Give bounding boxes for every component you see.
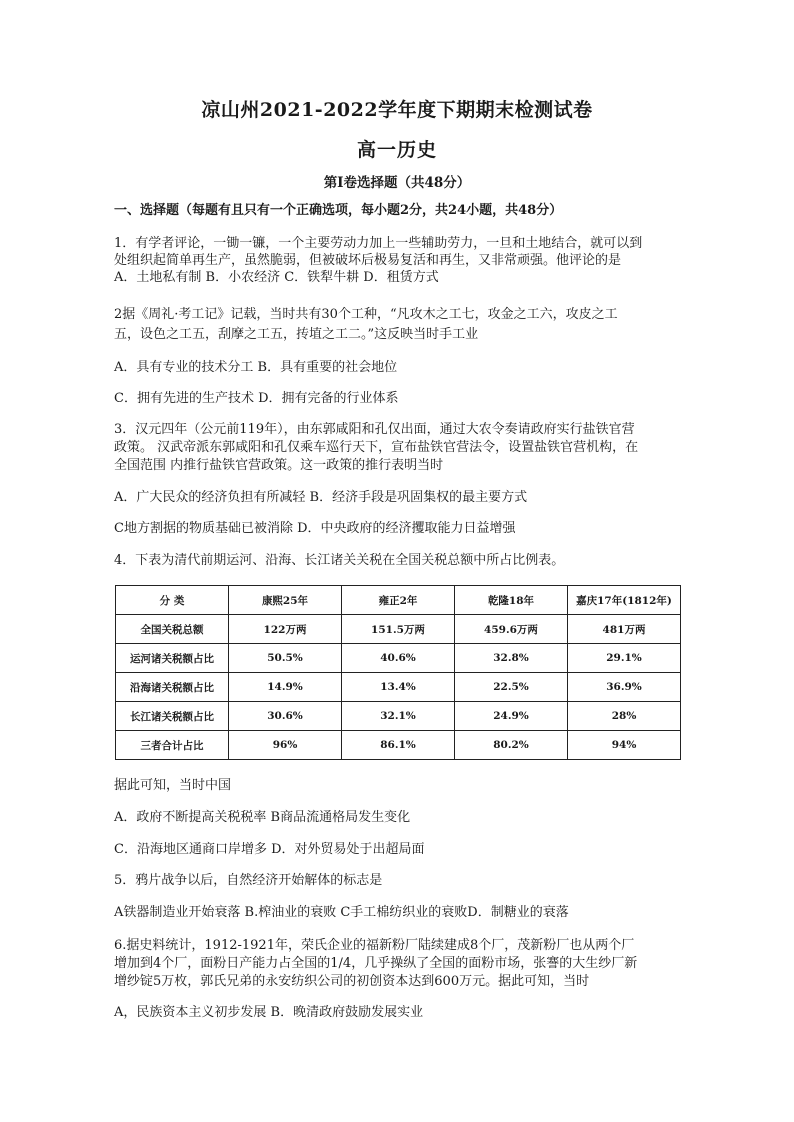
q3-line2: 政策。 汉武帝派东郭咸阳和孔仅乘车巡行天下，宣布盐铁官营法令，设置盐铁官营机构，在 (114, 440, 639, 455)
table-cell: 运河诸关税额占比 (116, 644, 229, 673)
table-cell: 459.6万两 (455, 615, 568, 644)
table-cell: 80.2% (455, 731, 568, 760)
table-cell: 30.6% (229, 702, 342, 731)
table-row (116, 673, 681, 702)
table-cell: 沿海诸关税额占比 (116, 673, 229, 702)
table-row (116, 615, 681, 644)
q4-options-cd: C．沿海地区通商口岸增多 D．对外贸易处于出超局面 (114, 842, 425, 857)
q2-line1: 2据《周礼·考工记》记载，当时共有30个工种，“凡攻木之工七，攻金之工六，攻皮之工 (114, 307, 618, 322)
section-heading: 一、选择题（每题有且只有一个正确选项，每小题2分，共24小题，共48分） (114, 203, 563, 218)
table-cell: 94% (568, 731, 681, 760)
q2-options-cd: C．拥有先进的生产技术 D．拥有完备的行业体系 (114, 391, 399, 406)
q6-line3: 增纱锭5万枚，郭氏兄弟的永安纺织公司的初创资本达到600万元。据此可知，当时 (114, 974, 590, 989)
q3-line1: 3．汉元四年（公元前119年），由东郭咸阳和孔仅出面，通过大农令奏请政府实行盐铁官营 (114, 422, 635, 437)
q5-line1: 5．鸦片战争以后，自然经济开始解体的标志是 (114, 873, 383, 888)
table-header-cell: 雍正2年 (342, 586, 455, 615)
table-cell: 36.9% (568, 673, 681, 702)
q1-line1: 1．有学者评论，一锄一镰，一个主要劳动力加上一些辅助劳力，一旦和土地结合，就可以到 (114, 236, 643, 251)
table-header-cell: 乾隆18年 (455, 586, 568, 615)
table-cell: 22.5% (455, 673, 568, 702)
table-row (116, 702, 681, 731)
table-cell: 14.9% (229, 673, 342, 702)
table-header-cell: 分 类 (116, 586, 229, 615)
q4-options-ab: A．政府不断提高关税税率 B商品流通格局发生变化 (114, 810, 411, 825)
table-cell: 三者合计占比 (116, 731, 229, 760)
q4-intro: 4．下表为清代前期运河、沿海、长江诸关关税在全国关税总额中所占比例表。 (114, 553, 565, 568)
part-title: 第Ⅰ卷选择题（共48分） (323, 175, 471, 191)
q6-line1: 6.据史料统计，1912-1921年，荣氏企业的福新粉厂陆续建成8个厂，茂新粉厂也从两个厂 (114, 938, 635, 953)
table-cell: 86.1% (342, 731, 455, 760)
q2-options-ab: A．具有专业的技术分工 B．具有重要的社会地位 (114, 360, 398, 375)
tax-table (115, 585, 681, 760)
table-cell: 40.6% (342, 644, 455, 673)
subject-title: 高一历史 (356, 139, 437, 161)
table-row (116, 731, 681, 760)
table-cell: 122万两 (229, 615, 342, 644)
table-cell: 151.5万两 (342, 615, 455, 644)
q1-options: A．土地私有制 B．小农经济 C．铁犁牛耕 D．租赁方式 (114, 270, 439, 285)
q3-options-ab: A．广大民众的经济负担有所减轻 B．经济手段是巩固集权的最主要方式 (114, 490, 528, 505)
q6-options-ab: A，民族资本主义初步发展 B．晚清政府鼓励发展实业 (114, 1005, 424, 1020)
table-header-cell: 康熙25年 (229, 586, 342, 615)
q6-line2: 增加到4个厂，面粉日产能力占全国的1/4，几乎操纵了全国的面粉市场，张謇的大生纱厂新 (114, 956, 638, 971)
q2-line2: 五，设色之工五，刮摩之工五，抟埴之工二。”这反映当时手工业 (114, 327, 479, 342)
q3-line3: 全国范围 内推行盐铁官营政策。这一政策的推行表明当时 (114, 458, 444, 473)
table-header-cell: 嘉庆17年(1812年) (568, 586, 681, 615)
q4-stem: 据此可知，当时中国 (114, 778, 232, 793)
table-row (116, 644, 681, 673)
table-cell: 全国关税总额 (116, 615, 229, 644)
table-cell: 32.1% (342, 702, 455, 731)
q5-options: A铁器制造业开始衰落 B.榨油业的衰败 C手工棉纺织业的衰败D．制糖业的衰落 (114, 905, 569, 920)
table-cell: 481万两 (568, 615, 681, 644)
q1-line2: 处组织起简单再生产，虽然脆弱，但被破坏后极易复活和再生，又非常顽强。他评论的是 (114, 253, 622, 268)
table-cell: 长江诸关税额占比 (116, 702, 229, 731)
table-cell: 32.8% (455, 644, 568, 673)
table-cell: 13.4% (342, 673, 455, 702)
table-cell: 29.1% (568, 644, 681, 673)
q3-options-cd: C地方割据的物质基础已被消除 D．中央政府的经济攫取能力日益增强 (114, 521, 516, 536)
table-cell: 50.5% (229, 644, 342, 673)
table-cell: 28% (568, 702, 681, 731)
table-cell: 96% (229, 731, 342, 760)
table-header-row (116, 586, 681, 615)
table-cell: 24.9% (455, 702, 568, 731)
exam-title: 凉山州2021-2022学年度下期期末检测试卷 (201, 99, 593, 121)
